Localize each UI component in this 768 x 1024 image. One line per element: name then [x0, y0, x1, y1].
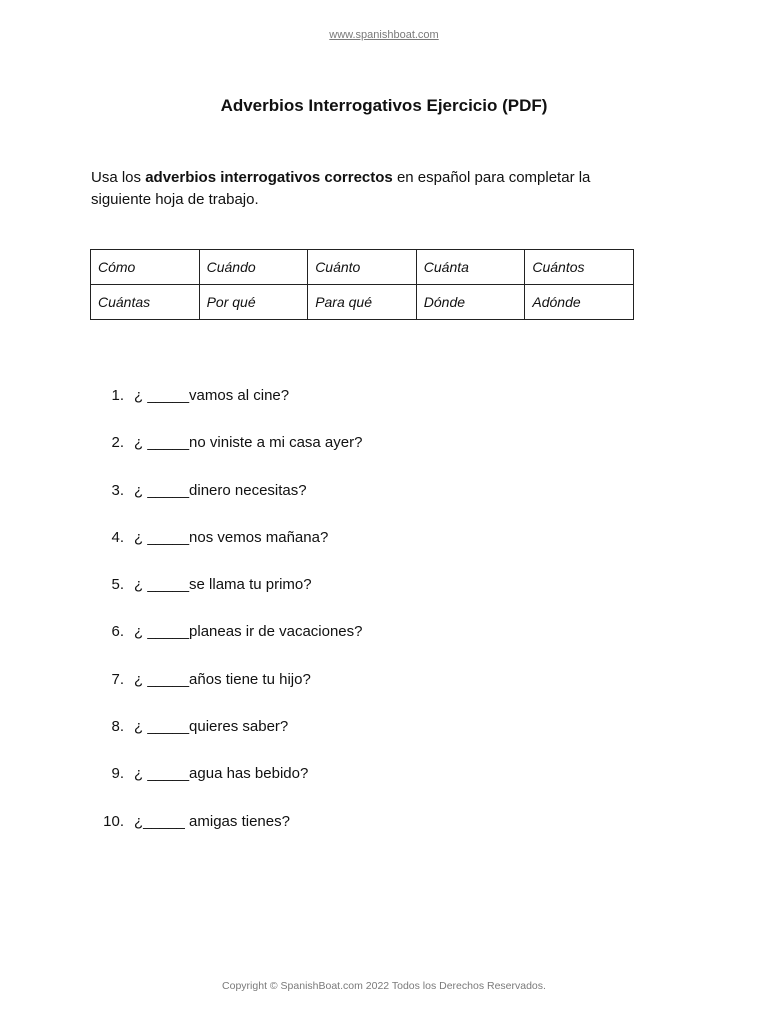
exercise-list: [88, 383, 648, 856]
word-bank-cell: Por qué: [199, 285, 308, 320]
word-bank-cell: Dónde: [416, 285, 525, 320]
word-bank-cell: Adónde: [525, 285, 634, 320]
exercise-question: ¿ _____nos vemos mañana?: [134, 528, 329, 546]
exercise-question: ¿ _____quieres saber?: [134, 718, 289, 736]
word-bank-table: [90, 249, 634, 320]
word-bank-row: [91, 285, 634, 320]
exercise-question: ¿_____ amigas tienes?: [134, 812, 290, 830]
exercise-number: 1.: [111, 387, 124, 404]
exercise-item: [88, 383, 648, 430]
exercise-question: ¿ _____vamos al cine?: [134, 387, 290, 404]
exercise-number: 3.: [111, 481, 124, 499]
exercise-item: [88, 761, 648, 808]
document-title: Adverbios Interrogativos Ejercicio (PDF): [220, 96, 548, 115]
exercise-number: 9.: [111, 765, 124, 783]
exercise-number: 7.: [111, 670, 124, 688]
copyright-footer: Copyright © SpanishBoat.com 2022 Todos los Derechos Reservados.: [222, 980, 546, 992]
exercise-number: 8.: [111, 718, 124, 736]
exercise-item: [88, 809, 648, 856]
exercise-question: ¿ _____agua has bebido?: [134, 765, 309, 783]
word-bank-cell: Cuántas: [91, 285, 200, 320]
exercise-item: [88, 525, 648, 572]
exercise-item: [88, 619, 648, 666]
exercise-question: ¿ _____se llama tu primo?: [134, 576, 312, 594]
instructions-paragraph: [91, 167, 651, 211]
exercise-number: 2.: [111, 434, 124, 452]
website-link[interactable]: www.spanishboat.com: [329, 29, 439, 41]
exercise-question: ¿ _____planeas ir de vacaciones?: [134, 623, 363, 641]
exercise-number: 5.: [111, 576, 124, 594]
exercise-item: [88, 667, 648, 714]
instructions-suffix: en español para completar la siguiente hoja de trabajo.: [91, 169, 591, 208]
exercise-item: [88, 478, 648, 525]
word-bank-cell: Cuánta: [416, 250, 525, 285]
word-bank-row: [91, 250, 634, 285]
word-bank-cell: Cómo: [91, 250, 200, 285]
exercise-number: 6.: [111, 623, 124, 641]
exercise-question: ¿ _____dinero necesitas?: [134, 481, 307, 499]
word-bank-cell: Para qué: [308, 285, 417, 320]
instructions-bold: adverbios interrogativos correctos: [145, 169, 393, 186]
exercise-item: [88, 430, 648, 477]
instructions-prefix: Usa los: [91, 169, 146, 186]
exercise-item: [88, 572, 648, 619]
exercise-number: 4.: [111, 528, 124, 546]
word-bank-cell: Cuánto: [308, 250, 417, 285]
exercise-item: [88, 714, 648, 761]
word-bank-cell: Cuántos: [525, 250, 634, 285]
exercise-question: ¿ _____años tiene tu hijo?: [134, 670, 311, 688]
exercise-question: ¿ _____no viniste a mi casa ayer?: [134, 434, 363, 452]
word-bank-cell: Cuándo: [199, 250, 308, 285]
exercise-number: 10.: [103, 812, 124, 830]
